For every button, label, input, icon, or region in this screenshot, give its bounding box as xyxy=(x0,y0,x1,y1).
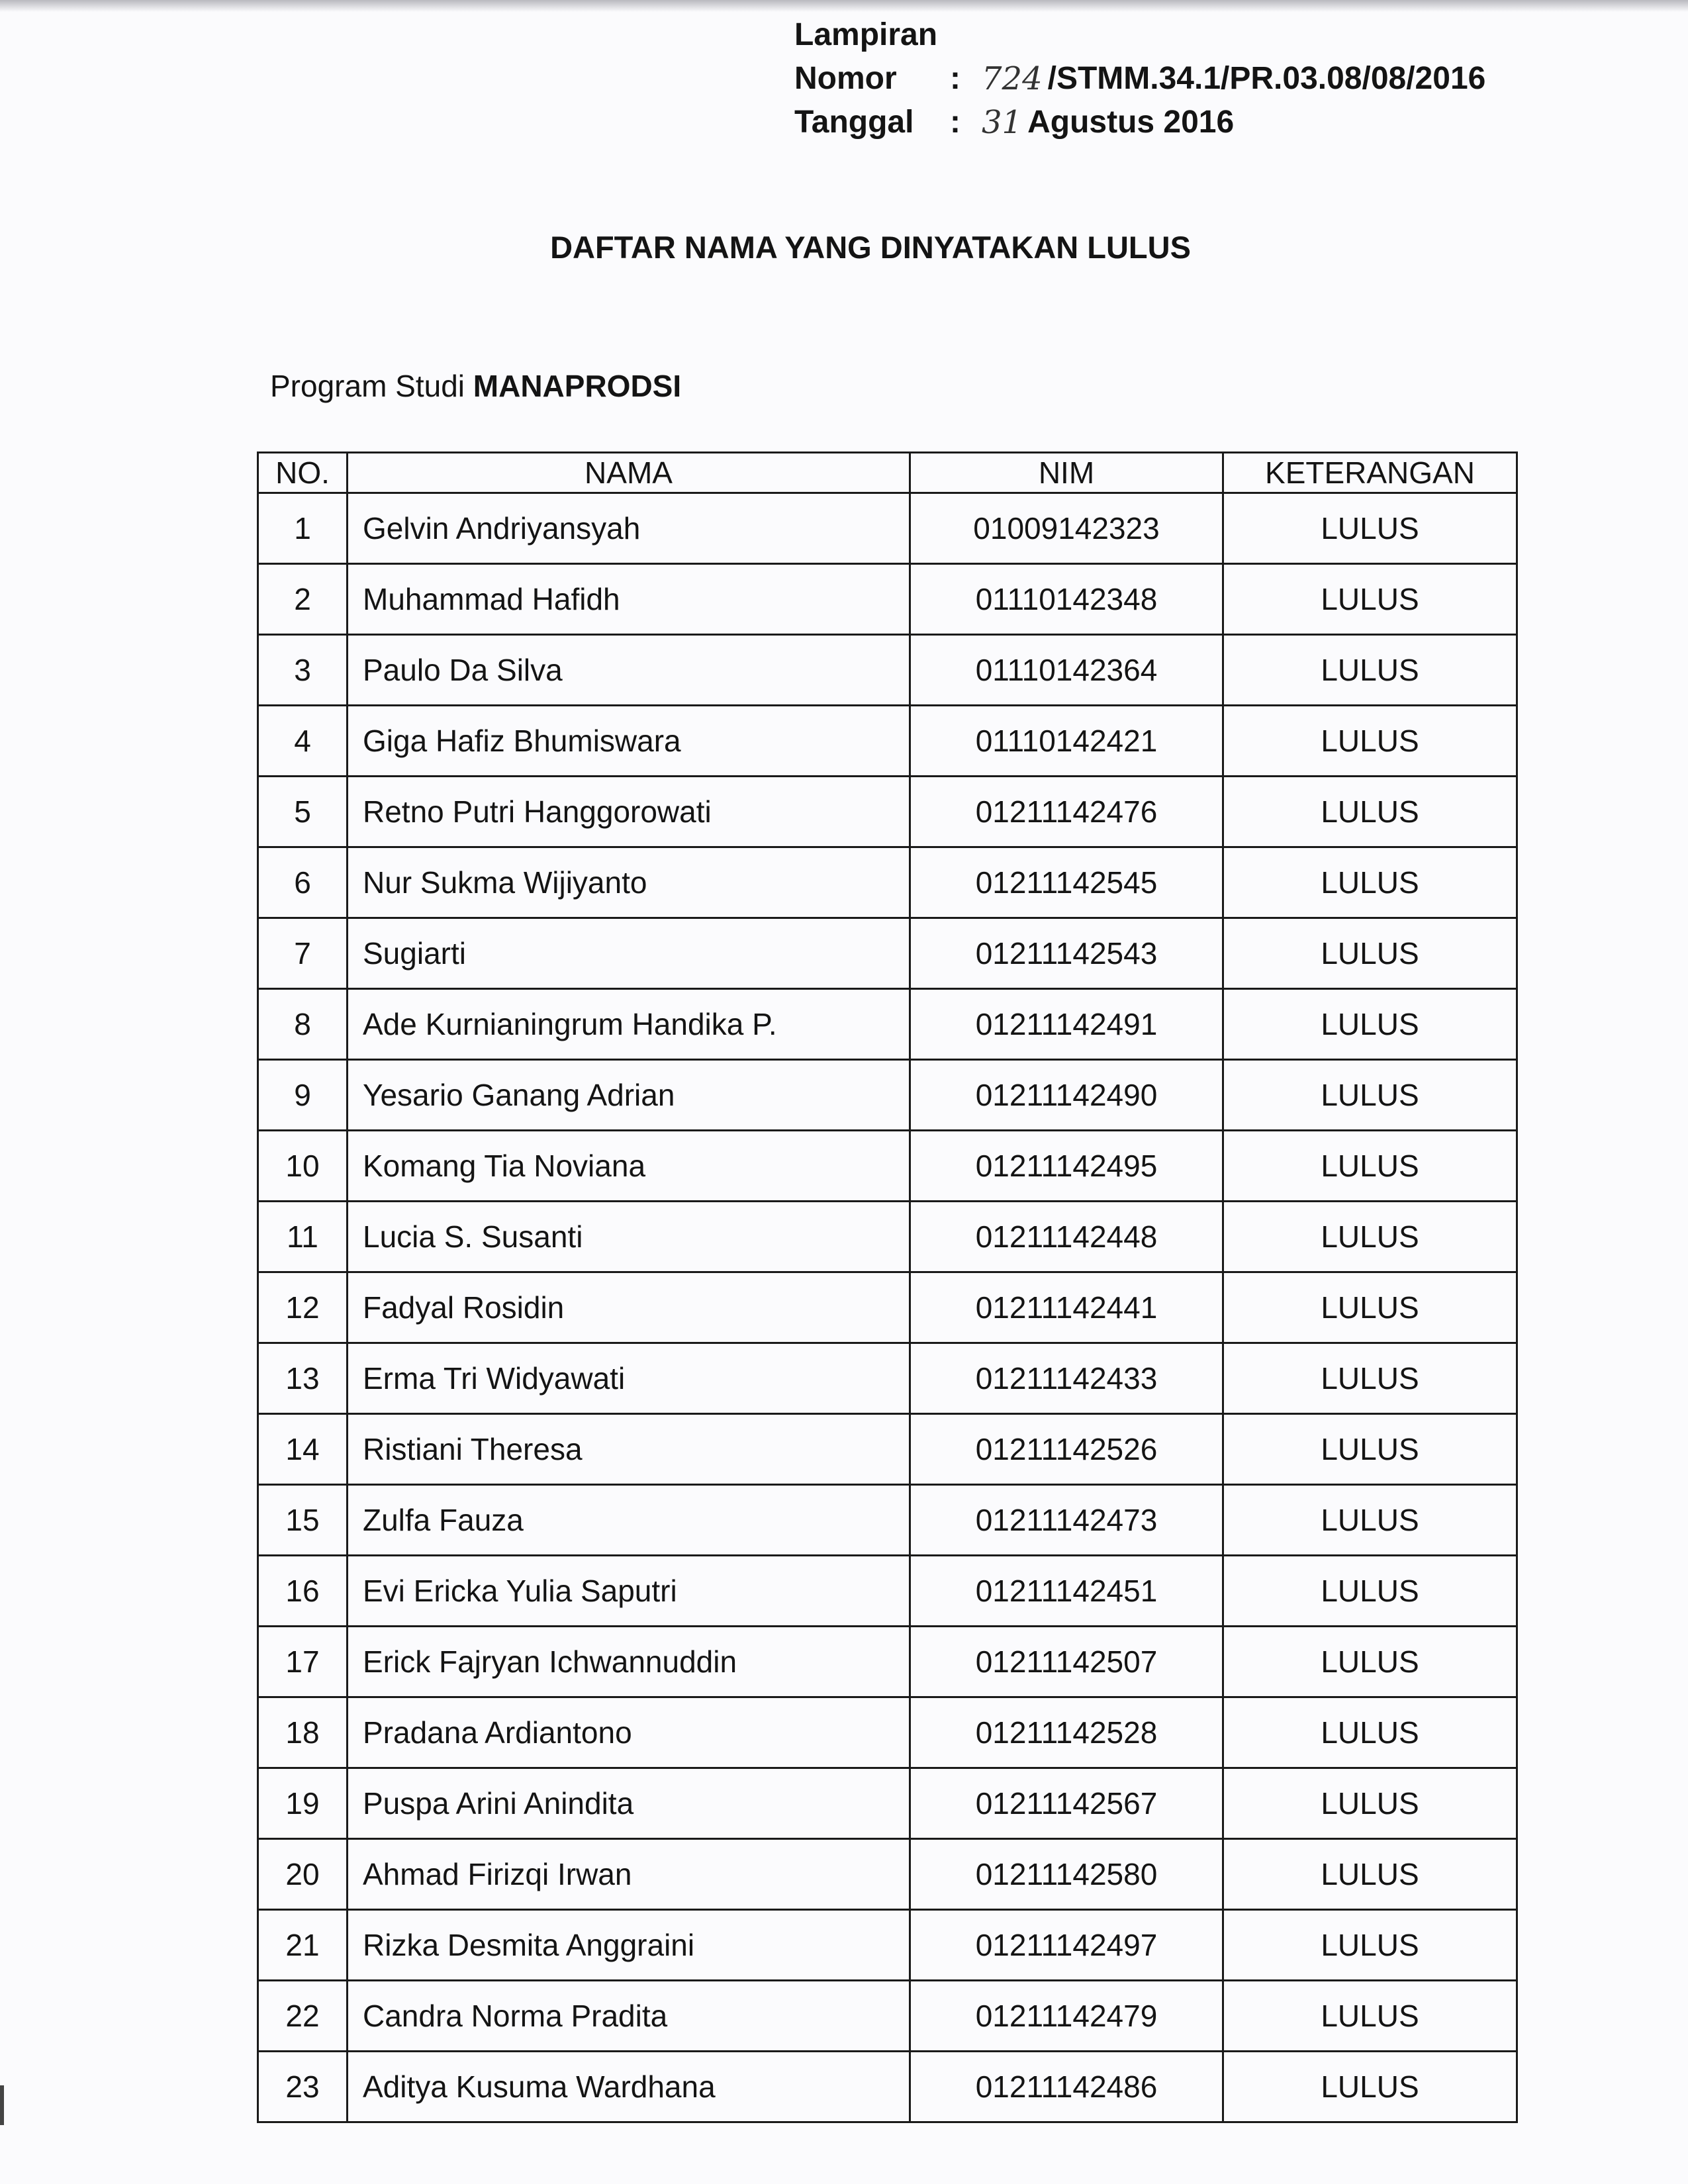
table-row xyxy=(258,989,1517,1060)
table-row xyxy=(258,2052,1517,2122)
tanggal-label: Tanggal xyxy=(794,105,914,140)
row-name: Candra Norma Pradita xyxy=(348,1981,910,2052)
row-nim: 01211142526 xyxy=(910,1414,1223,1485)
table-row xyxy=(258,493,1517,564)
row-number: 5 xyxy=(258,777,348,847)
row-name: Puspa Arini Anindita xyxy=(348,1768,910,1839)
nomor-colon: : xyxy=(950,61,961,96)
row-nim: 01211142507 xyxy=(910,1627,1223,1697)
row-number: 19 xyxy=(258,1768,348,1839)
row-keterangan: LULUS xyxy=(1223,1202,1517,1272)
row-keterangan: LULUS xyxy=(1223,989,1517,1060)
row-keterangan: LULUS xyxy=(1223,1910,1517,1981)
row-number: 22 xyxy=(258,1981,348,2052)
row-nim: 01211142441 xyxy=(910,1272,1223,1343)
row-name: Muhammad Hafidh xyxy=(348,564,910,635)
row-nim: 01211142486 xyxy=(910,2052,1223,2122)
row-name: Nur Sukma Wijiyanto xyxy=(348,847,910,918)
table-row xyxy=(258,1414,1517,1485)
header-nama: NAMA xyxy=(348,453,910,493)
letter-reference-block xyxy=(794,13,1485,144)
row-nim: 01110142421 xyxy=(910,706,1223,777)
row-number: 9 xyxy=(258,1060,348,1131)
table-row xyxy=(258,564,1517,635)
table-row xyxy=(258,1343,1517,1414)
table-row xyxy=(258,1272,1517,1343)
row-keterangan: LULUS xyxy=(1223,1343,1517,1414)
row-nim: 01211142473 xyxy=(910,1485,1223,1556)
nomor-value: /STMM.34.1/PR.03.08/08/2016 xyxy=(1047,61,1486,96)
row-name: Zulfa Fauza xyxy=(348,1485,910,1556)
row-name: Erma Tri Widyawati xyxy=(348,1343,910,1414)
row-name: Giga Hafiz Bhumiswara xyxy=(348,706,910,777)
table-row xyxy=(258,1202,1517,1272)
table-row xyxy=(258,1981,1517,2052)
header-nim: NIM xyxy=(910,453,1223,493)
row-name: Sugiarti xyxy=(348,918,910,989)
row-name: Lucia S. Susanti xyxy=(348,1202,910,1272)
row-nim: 01211142451 xyxy=(910,1556,1223,1627)
table-row xyxy=(258,635,1517,706)
row-number: 13 xyxy=(258,1343,348,1414)
header-keterangan: KETERANGAN xyxy=(1223,453,1517,493)
row-name: Evi Ericka Yulia Saputri xyxy=(348,1556,910,1627)
row-keterangan: LULUS xyxy=(1223,1485,1517,1556)
nomor-handwritten-number: 724 xyxy=(982,60,1043,97)
row-number: 21 xyxy=(258,1910,348,1981)
document-title: DAFTAR NAMA YANG DINYATAKAN LULUS xyxy=(550,230,1191,265)
row-number: 4 xyxy=(258,706,348,777)
row-keterangan: LULUS xyxy=(1223,635,1517,706)
table-header-row xyxy=(258,453,1517,493)
row-name: Paulo Da Silva xyxy=(348,635,910,706)
row-name: Pradana Ardiantono xyxy=(348,1697,910,1768)
row-number: 1 xyxy=(258,493,348,564)
row-nim: 01211142545 xyxy=(910,847,1223,918)
table-row xyxy=(258,1627,1517,1697)
table-row xyxy=(258,1060,1517,1131)
row-keterangan: LULUS xyxy=(1223,2052,1517,2122)
graduates-table xyxy=(257,451,1518,2123)
row-name: Ristiani Theresa xyxy=(348,1414,910,1485)
table-row xyxy=(258,777,1517,847)
row-keterangan: LULUS xyxy=(1223,564,1517,635)
row-number: 16 xyxy=(258,1556,348,1627)
row-number: 15 xyxy=(258,1485,348,1556)
scan-edge-mark xyxy=(0,2085,4,2125)
row-name: Erick Fajryan Ichwannuddin xyxy=(348,1627,910,1697)
row-number: 8 xyxy=(258,989,348,1060)
row-number: 12 xyxy=(258,1272,348,1343)
row-nim: 01110142364 xyxy=(910,635,1223,706)
row-keterangan: LULUS xyxy=(1223,493,1517,564)
row-number: 17 xyxy=(258,1627,348,1697)
program-prefix: Program Studi xyxy=(270,369,465,403)
row-nim: 01211142580 xyxy=(910,1839,1223,1910)
row-keterangan: LULUS xyxy=(1223,1839,1517,1910)
table-row xyxy=(258,918,1517,989)
row-nim: 01211142448 xyxy=(910,1202,1223,1272)
row-name: Yesario Ganang Adrian xyxy=(348,1060,910,1131)
row-number: 7 xyxy=(258,918,348,989)
row-number: 20 xyxy=(258,1839,348,1910)
table-row xyxy=(258,706,1517,777)
table-row xyxy=(258,1556,1517,1627)
tanggal-value: Agustus 2016 xyxy=(1027,105,1235,140)
tanggal-colon: : xyxy=(950,105,961,140)
row-nim: 01211142476 xyxy=(910,777,1223,847)
row-name: Fadyal Rosidin xyxy=(348,1272,910,1343)
table-row xyxy=(258,1839,1517,1910)
row-keterangan: LULUS xyxy=(1223,1627,1517,1697)
program-name: MANAPRODSI xyxy=(473,369,682,403)
row-number: 18 xyxy=(258,1697,348,1768)
lampiran-label: Lampiran xyxy=(794,17,938,52)
row-keterangan: LULUS xyxy=(1223,1131,1517,1202)
tanggal-row xyxy=(794,101,1485,144)
header-no: NO. xyxy=(258,453,348,493)
table-row xyxy=(258,1768,1517,1839)
row-nim: 01211142495 xyxy=(910,1131,1223,1202)
row-keterangan: LULUS xyxy=(1223,1768,1517,1839)
scan-top-shadow xyxy=(0,0,1688,12)
row-keterangan: LULUS xyxy=(1223,1981,1517,2052)
row-number: 23 xyxy=(258,2052,348,2122)
row-keterangan: LULUS xyxy=(1223,847,1517,918)
row-name: Komang Tia Noviana xyxy=(348,1131,910,1202)
row-name: Ade Kurnianingrum Handika P. xyxy=(348,989,910,1060)
row-nim: 01211142567 xyxy=(910,1768,1223,1839)
row-name: Ahmad Firizqi Irwan xyxy=(348,1839,910,1910)
tanggal-handwritten-day: 31 xyxy=(982,104,1023,141)
row-nim: 01110142348 xyxy=(910,564,1223,635)
row-nim: 01009142323 xyxy=(910,493,1223,564)
row-keterangan: LULUS xyxy=(1223,1556,1517,1627)
row-keterangan: LULUS xyxy=(1223,918,1517,989)
row-nim: 01211142490 xyxy=(910,1060,1223,1131)
lampiran-row xyxy=(794,13,1485,57)
table-row xyxy=(258,1131,1517,1202)
row-nim: 01211142543 xyxy=(910,918,1223,989)
row-nim: 01211142491 xyxy=(910,989,1223,1060)
row-nim: 01211142497 xyxy=(910,1910,1223,1981)
row-number: 3 xyxy=(258,635,348,706)
row-name: Aditya Kusuma Wardhana xyxy=(348,2052,910,2122)
row-name: Rizka Desmita Anggraini xyxy=(348,1910,910,1981)
table-row xyxy=(258,1910,1517,1981)
row-number: 10 xyxy=(258,1131,348,1202)
row-name: Retno Putri Hanggorowati xyxy=(348,777,910,847)
row-keterangan: LULUS xyxy=(1223,1060,1517,1131)
row-nim: 01211142479 xyxy=(910,1981,1223,2052)
row-number: 14 xyxy=(258,1414,348,1485)
row-number: 11 xyxy=(258,1202,348,1272)
row-keterangan: LULUS xyxy=(1223,1414,1517,1485)
row-nim: 01211142528 xyxy=(910,1697,1223,1768)
row-keterangan: LULUS xyxy=(1223,1697,1517,1768)
row-keterangan: LULUS xyxy=(1223,1272,1517,1343)
program-line xyxy=(270,368,681,404)
row-number: 6 xyxy=(258,847,348,918)
table-row xyxy=(258,847,1517,918)
row-keterangan: LULUS xyxy=(1223,777,1517,847)
table-row xyxy=(258,1485,1517,1556)
row-name: Gelvin Andriyansyah xyxy=(348,493,910,564)
nomor-label: Nomor xyxy=(794,61,897,96)
row-nim: 01211142433 xyxy=(910,1343,1223,1414)
row-number: 2 xyxy=(258,564,348,635)
nomor-row xyxy=(794,57,1485,101)
table-row xyxy=(258,1697,1517,1768)
row-keterangan: LULUS xyxy=(1223,706,1517,777)
